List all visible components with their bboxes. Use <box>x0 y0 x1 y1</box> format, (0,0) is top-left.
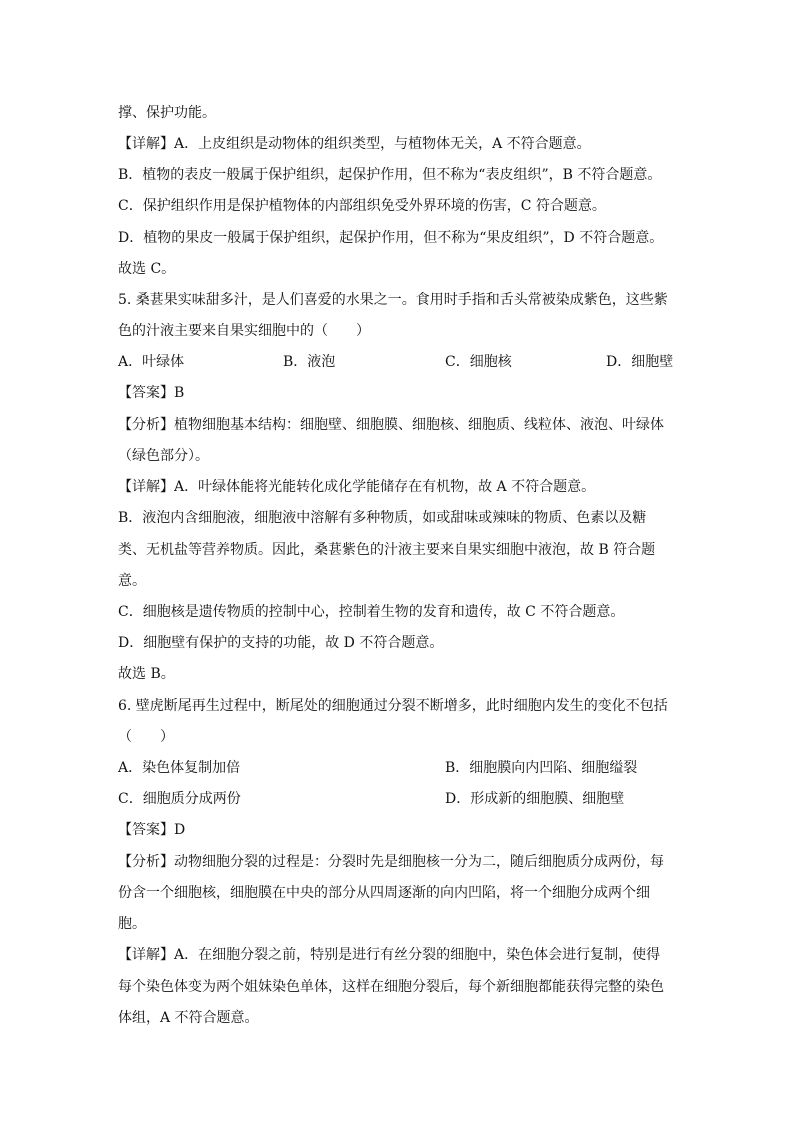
text-line: 撑、保护功能。 <box>118 105 216 121</box>
text-line: 【详解】A．在细胞分裂之前，特别是进行有丝分裂的细胞中，染色体会进行复制，使得 <box>118 947 661 963</box>
text-line: 故选 C。 <box>118 261 176 277</box>
text-line: （绿色部分）。 <box>118 448 209 464</box>
answer-label: 【答案】B <box>118 385 185 401</box>
text-line: B．植物的表皮一般属于保护组织，起保护作用，但不称为“表皮组织”，B 不符合题意。 <box>118 167 662 183</box>
text-line: D．植物的果皮一般属于保护组织，起保护作用，但不称为“果皮组织”，D 不符合题意。 <box>118 230 664 246</box>
text-line: 意。 <box>118 573 146 589</box>
text-line: 份含一个细胞核，细胞膜在中央的部分从四周逐渐的向内凹陷，将一个细胞分成两个细 <box>118 885 650 901</box>
text-line: 故选 B。 <box>118 666 175 682</box>
text-line: C．保护组织作用是保护植物体的内部组织免受外界环境的伤害，C 符合题意。 <box>118 198 606 214</box>
question-5-option-d: D．细胞壁 <box>606 354 674 370</box>
question-6-option-b: B．细胞膜向内凹陷、细胞缢裂 <box>445 760 638 776</box>
question-6-stem: （ ） <box>118 729 174 745</box>
text-line: 【详解】A．叶绿体能将光能转化成化学能储存在有机物，故 A 不符合题意。 <box>118 479 596 495</box>
question-5-stem: 色的汁液主要来自果实细胞中的（ ） <box>118 323 370 339</box>
text-line: 【分析】动物细胞分裂的过程是：分裂时先是细胞核一分为二，随后细胞质分成两份，每 <box>118 854 664 870</box>
text-line: B．液泡内含细胞液，细胞液中溶解有多种物质，如或甜味或辣味的物质、色素以及糖 <box>118 510 647 526</box>
text-line: 【分析】植物细胞基本结构：细胞壁、细胞膜、细胞核、细胞质、线粒体、液泡、叶绿体 <box>118 417 664 433</box>
question-5-option-c: C．细胞核 <box>445 354 512 370</box>
question-6-option-c: C．细胞质分成两份 <box>118 791 241 807</box>
question-6-stem: 6. 壁虎断尾再生过程中，断尾处的细胞通过分裂不断增多，此时细胞内发生的变化不包括 <box>118 698 668 714</box>
text-line: 类、无机盐等营养物质。因此，桑葚紫色的汁液主要来自果实细胞中液泡，故 B 符合题 <box>118 542 656 558</box>
question-5-option-b: B．液泡 <box>283 354 336 370</box>
question-5-option-a: A．叶绿体 <box>118 354 185 370</box>
text-line: C．细胞核是遗传物质的控制中心，控制着生物的发育和遗传，故 C 不符合题意。 <box>118 604 625 620</box>
answer-label: 【答案】D <box>118 822 186 838</box>
text-line: 胞。 <box>118 916 146 932</box>
question-6-option-a: A．染色体复制加倍 <box>118 760 241 776</box>
text-line: D．细胞壁有保护的支持的功能，故 D 不符合题意。 <box>118 635 444 651</box>
text-line: 【详解】A．上皮组织是动物体的组织类型，与植物体无关，A 不符合题意。 <box>118 136 591 152</box>
text-line: 体组，A 不符合题意。 <box>118 1010 259 1026</box>
question-6-option-d: D．形成新的细胞膜、细胞壁 <box>445 791 625 807</box>
question-5-stem: 5. 桑葚果实味甜多汁，是人们喜爱的水果之一。食用时手指和舌头常被染成紫色，这些紫 <box>118 292 668 308</box>
text-line: 每个染色体变为两个姐妹染色单体，这样在细胞分裂后，每个新细胞都能获得完整的染色 <box>118 979 664 995</box>
